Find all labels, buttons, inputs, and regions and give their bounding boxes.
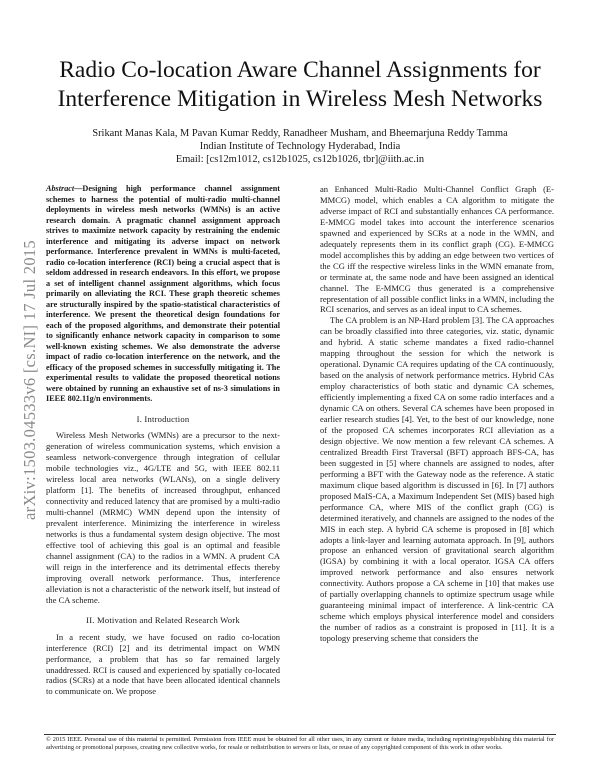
author-emails: Email: [cs12m1012, cs12b1025, cs12b1026, tbr]@iith.ac.in <box>175 154 425 165</box>
title-line-1: Radio Co-location Aware Channel Assignments for <box>59 57 541 83</box>
paper-title <box>40 56 560 114</box>
arxiv-id-text: arXiv:1503.04533v6 [cs.NI] 17 Jul 2015 <box>20 240 39 520</box>
introduction-paragraph: Wireless Mesh Networks (WMNs) are a precursor to the next-generation of wireless communication systems, which envision a seamless network-convergence through integration of cellular mobile technologies viz., 4G/LTE and 5G, with IEEE 802.11 wireless local area networks (WLANs), on a single delivery platform [1]. The benefits of increased throughput, enhanced connectivity and reduced latency that are promised by a multi-radio multi-channel (MRMC) WMN depend upon the intensity of prevalent interference. Minimizing the interference in wireless networks is thus a fundamental system design objective. The most effective tool of achieving this goal is an optimal and feasible channel assignment (CA) to the radios in a WMN. A prudent CA will reign in the interference and its detrimental effects thereby improving overall network performance. Thus, interference alleviation is not a characteristic of the network itself, but instead of the CA scheme. <box>46 430 280 605</box>
left-column <box>46 184 280 697</box>
section-heading-introduction: I. Introduction <box>136 413 190 424</box>
abstract-lead: Abstract <box>46 184 75 193</box>
copyright-notice: © 2015 IEEE. Personal use of this material is permitted. Permission from IEEE must be obtained for all other uses, in any current or future media, including reprinting/republishing this material for advertising or promotional purposes, creating new collective works, for resale or redistribution to servers or lists, or reuse of any copyrighted component of this work in other works. <box>46 736 554 752</box>
author-list: Srikant Manas Kala, M Pavan Kumar Reddy, Ranadheer Musham, and Bheemarjuna Reddy Tamma <box>92 128 508 139</box>
abstract-text: —Designing high performance channel assignment schemes to harness the potential of multi-radio multi-channel deployments in wireless mesh networks (WMNs) is an active research domain. A pragmatic channel assignment approach strives to maximize network capacity by restraining the endemic interference and mitigating its adverse impact on network performance. Interference prevalent in WMNs is multi-faceted, radio co-location interference (RCI) being a crucial aspect that is seldom addressed in research endeavors. In this effort, we propose a set of intelligent channel assignment algorithms, which focus primarily on alleviating the RCI. These graph theoretic schemes are structurally inspired by the spatio-statistical characteristics of interference. We present the theoretical design foundations for each of the proposed algorithms, and demonstrate their potential to significantly enhance network capacity in comparison to some well-known existing schemes. We also demonstrate the adverse impact of radio co-location interference on the network, and the efficacy of the proposed schemes in successfully mitigating it. The experimental results to validate the proposed theoretical notions were obtained by running an exhaustive set of ns-3 simulations in IEEE 802.11g/n environments. <box>46 184 280 403</box>
motivation-paragraph: In a recent study, we have focused on radio co-location interference (RCI) [2] and its detrimental impact on WMN performance, a problem that has so far remained largely unaddressed. RCI is caused and experienced by spatially co-located radios (SCRs) at a node that have been allocated identical channels to communicate on. We propose <box>46 631 280 697</box>
emmcg-paragraph: an Enhanced Multi-Radio Multi-Channel Conflict Graph (E-MMCG) model, which enables a CA algorithm to mitigate the adverse impact of RCI and substantially enhances CA performance. E-MMCG model takes into account the interference scenarios spawned and experienced by SCRs at a node in the WMN, and adequately represents them in its conflict graph (CG). E-MMCG model accomplishes this by adding an edge between two vertices of the CG iff the respective wireless links in the WMN emanate from, or terminate at, the same node and have been assigned an identical channel. The E-MMCG thus generated is a comprehensive representation of all possible conflict links in a WMN, including the RCI scenarios, and serves as an ideal input to CA schemes. <box>320 184 554 315</box>
ca-problem-paragraph: The CA problem is an NP-Hard problem [3]. The CA approaches can be broadly classified into three categories, viz. static, dynamic and hybrid. A static scheme mandates a fixed radio-channel mapping throughout the session for which the network is operational. Dynamic CA requires updating of the CA continuously, based on the analysis of network performance metrics. Hybrid CAs employ characteristics of both static and dynamic CA schemes, efficiently implementing a fixed CA on some radio interfaces and a dynamic CA on others. Several CA schemes have been proposed in earlier research studies [4]. Yet, to the best of our knowledge, none of the proposed CA schemes incorporates RCI alleviation as a design objective. We now mention a few relevant CA schemes. A centralized Breadth First Traversal (BFT) approach BFS-CA, has been suggested in [5] where channels are assigned to nodes, after performing a BFT with the Gateway node as the reference. A static maximum clique based algorithm is discussed in [6]. In [7] authors proposed MaIS-CA, a Maximum Independent Set (MIS) based high performance CA, where MIS of the conflict graph (CG) is determined iteratively, and channels are assigned to the nodes of the MIS in each step. A hybrid CA scheme is proposed in [8] which adopts a link-layer and learning automata approach. In [9], authors propose an enhanced version of gravitational search algorithm (IGSA) by combining it with a local operator. IGSA CA offers improved network performance and also ensures network connectivity. Authors propose a CA scheme in [10] that makes use of partially overlapping channels to optimize spectrum usage while guaranteeing minimal impact of interference. A link-centric CA scheme which employs physical interference model and considers the number of radios as a constraint is proposed in [11]. It is a topology preserving scheme that considers the <box>320 315 554 644</box>
section-heading-motivation: II. Motivation and Related Research Work <box>86 614 240 625</box>
footer-divider <box>44 734 556 735</box>
affiliation: Indian Institute of Technology Hyderabad, India <box>199 141 401 152</box>
title-line-2: Interference Mitigation in Wireless Mesh Networks <box>57 86 543 112</box>
abstract <box>46 184 280 405</box>
arxiv-identifier <box>10 200 50 560</box>
right-column <box>320 184 554 644</box>
